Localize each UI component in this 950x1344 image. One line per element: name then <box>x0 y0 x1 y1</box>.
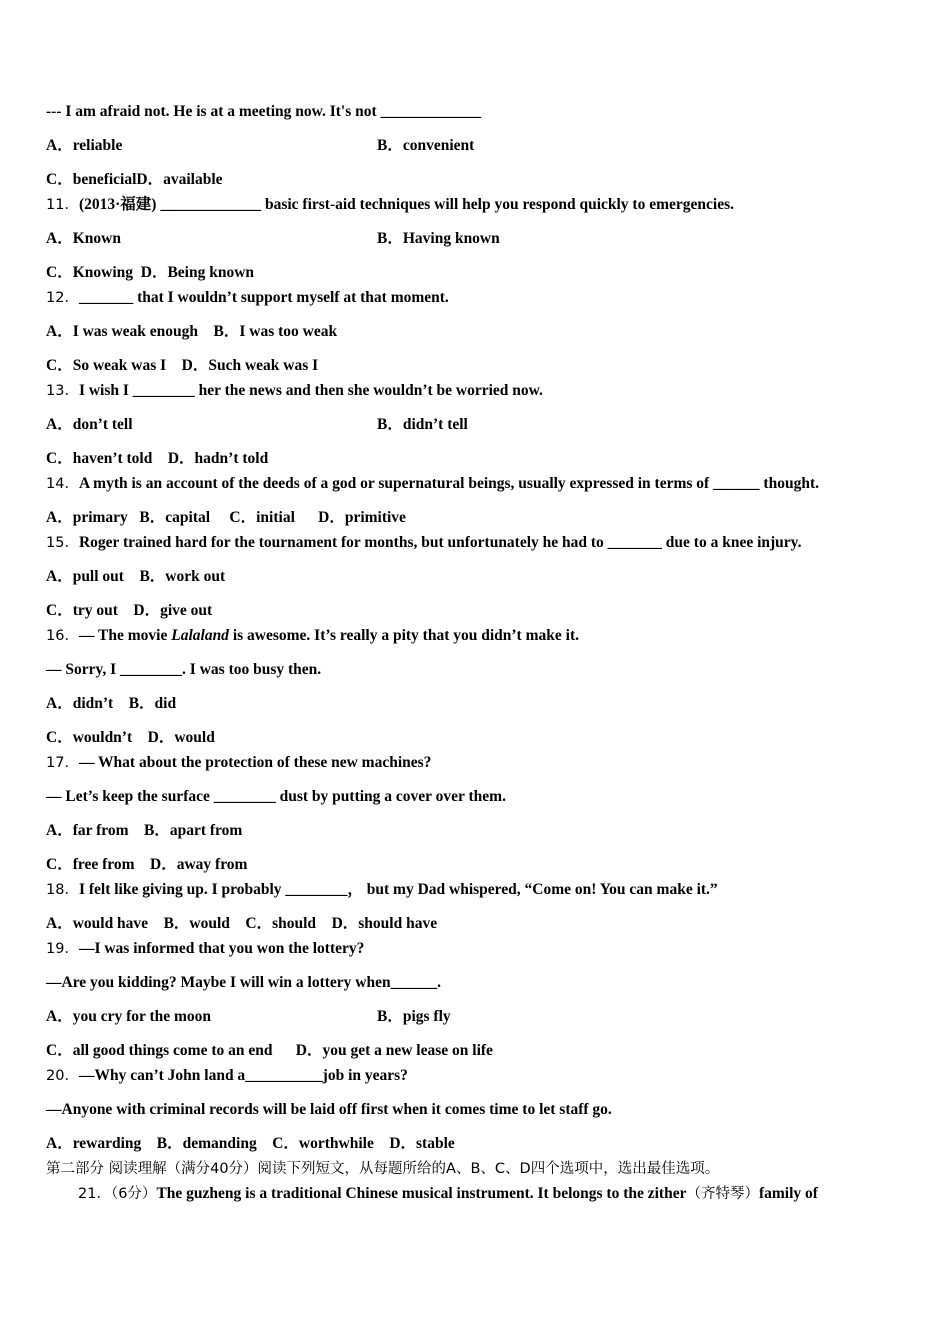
q13-options-cd <box>46 450 268 468</box>
q17-reply: — Let’s keep the surface ________ dust by putting a cover over them. <box>46 788 506 805</box>
q16-number: 16． <box>46 628 79 644</box>
q20-option-a: A．rewarding <box>46 1135 142 1152</box>
q18-option-b: B．would <box>163 915 230 932</box>
q10-stem: --- I am afraid not. He is at a meeting now. It's not _____________ <box>46 103 482 120</box>
q10-option-a: A．reliable <box>46 137 123 154</box>
q13-option-d: D．hadn’t told <box>167 450 269 467</box>
q17-text: — What about the protection of these new machines? <box>78 754 432 771</box>
q11-stem <box>46 196 734 214</box>
q10-options-cd <box>46 171 223 189</box>
q16-option-d: D．would <box>147 729 215 746</box>
q20-option-c: C．worthwhile <box>272 1135 374 1152</box>
q21-text-pre: The guzheng is a traditional Chinese musical instrument. It belongs to the zither <box>156 1185 687 1202</box>
q19-stem <box>46 940 364 958</box>
q19-reply: —Are you kidding? Maybe I will win a lottery when______. <box>46 974 441 991</box>
q13-option-a: A．don’t tell <box>46 416 133 433</box>
q21-score: （6分） <box>110 1186 157 1202</box>
q19-options-cd <box>46 1042 493 1060</box>
q12-options-ab <box>46 323 337 341</box>
q11-options-cd <box>46 264 254 282</box>
q14-option-a: A．primary <box>46 509 128 526</box>
q15-option-a: A．pull out <box>46 568 124 585</box>
q18-option-a: A．would have <box>46 915 149 932</box>
q17-number: 17． <box>46 755 79 771</box>
q10-option-b: B．convenient <box>377 137 475 154</box>
q18-option-d: D．should have <box>331 915 438 932</box>
q11-option-a: A．Known <box>46 230 121 247</box>
q17-stem <box>46 754 431 772</box>
q18-text: I felt like giving up. I probably ________， but my Dad whispered, “Come on! You can make it.” <box>78 881 718 898</box>
q17-option-d: D．away from <box>150 856 248 873</box>
q16-reply: — Sorry, I ________. I was too busy then. <box>46 661 322 678</box>
q19-option-d: D．you get a new lease on life <box>295 1042 493 1059</box>
q15-option-d: D．give out <box>133 602 213 619</box>
q17-option-a: A．far from <box>46 822 129 839</box>
q19-text: —I was informed that you won the lottery? <box>78 940 365 957</box>
q16-options-ab <box>46 695 176 713</box>
q18-option-c: C．should <box>245 915 317 932</box>
q16-stem <box>46 627 579 645</box>
part2-heading: 第二部分 阅读理解（满分40分）阅读下列短文，从每题所给的A、B、C、D四个选项中，选出最佳选项。 <box>46 1161 720 1177</box>
q16-text-post: is awesome. It’s really a pity that you didn’t make it. <box>228 627 579 644</box>
q19-option-b: B．pigs fly <box>377 1008 451 1025</box>
q19-option-c: C．all good things come to an end <box>46 1042 273 1059</box>
q20-reply: —Anyone with criminal records will be laid off first when it comes time to let staff go. <box>46 1101 612 1118</box>
q19-option-a: A．you cry for the moon <box>46 1008 212 1025</box>
q12-text: _______ that I wouldn’t support myself at that moment. <box>78 289 449 306</box>
q17-options-ab <box>46 822 242 840</box>
q19-number: 19． <box>46 941 79 957</box>
q17-option-b: B．apart from <box>144 822 243 839</box>
q20-options <box>46 1135 455 1153</box>
q15-options-cd <box>46 602 212 620</box>
q12-option-d: D．Such weak was I <box>181 357 319 374</box>
q20-text: —Why can’t John land a__________job in years? <box>78 1067 408 1084</box>
q14-option-d: D．primitive <box>318 509 406 526</box>
q21-passage-start <box>78 1185 818 1203</box>
q18-stem <box>46 881 718 899</box>
q21-text-post: family of <box>758 1185 818 1202</box>
q15-text: Roger trained hard for the tournament for months, but unfortunately he had to _______ due to a knee injury. <box>78 534 802 551</box>
q14-option-c: C．initial <box>229 509 295 526</box>
q15-number: 15． <box>46 535 79 551</box>
q17-option-c: C．free from <box>46 856 135 873</box>
q16-text-pre: — The movie <box>78 627 172 644</box>
q14-option-b: B．capital <box>139 509 211 526</box>
q21-number: 21． <box>78 1186 111 1202</box>
q12-stem <box>46 289 449 307</box>
q15-options-ab <box>46 568 225 586</box>
q12-number: 12． <box>46 290 79 306</box>
q13-stem <box>46 382 543 400</box>
q12-option-c: C．So weak was I <box>46 357 167 374</box>
q11-text: _____________ basic first-aid techniques will help you respond quickly to emergencies. <box>156 196 734 213</box>
q11-option-b: B．Having known <box>377 230 500 247</box>
q16-options-cd <box>46 729 215 747</box>
q14-number: 14． <box>46 476 79 492</box>
q16-option-b: B．did <box>128 695 177 712</box>
q11-option-d: D．Being known <box>140 264 255 281</box>
q14-text: A myth is an account of the deeds of a god or supernatural beings, usually expressed in terms of ______ thought. <box>78 475 819 492</box>
q18-number: 18． <box>46 882 79 898</box>
q16-option-a: A．didn’t <box>46 695 114 712</box>
q14-stem <box>46 475 819 493</box>
q15-option-c: C．try out <box>46 602 118 619</box>
q14-options <box>46 509 406 527</box>
q20-number: 20． <box>46 1068 79 1084</box>
q12-option-a: A．I was weak enough <box>46 323 199 340</box>
q13-number: 13． <box>46 383 79 399</box>
q13-option-c: C．haven’t told <box>46 450 153 467</box>
q10-option-c: C．beneficial <box>46 171 137 188</box>
q16-option-c: C．wouldn’t <box>46 729 133 746</box>
q12-options-cd <box>46 357 318 375</box>
q11-source: (2013·福建) <box>78 196 157 213</box>
q11-option-c: C．Knowing <box>46 264 133 281</box>
q20-stem <box>46 1067 408 1085</box>
q21-text-cn: （齐特琴） <box>686 1186 759 1202</box>
q15-stem <box>46 534 801 552</box>
q15-option-b: B．work out <box>139 568 226 585</box>
q10-option-d: D．available <box>136 171 223 188</box>
q20-option-b: B．demanding <box>156 1135 257 1152</box>
q13-option-b: B．didn’t tell <box>377 416 468 433</box>
q13-text: I wish I ________ her the news and then she wouldn’t be worried now. <box>78 382 543 399</box>
q17-options-cd <box>46 856 247 874</box>
q12-option-b: B．I was too weak <box>213 323 338 340</box>
q11-number: 11． <box>46 197 79 213</box>
q20-option-d: D．stable <box>389 1135 455 1152</box>
q18-options <box>46 915 437 933</box>
q16-movie-title: Lalaland <box>171 627 229 644</box>
